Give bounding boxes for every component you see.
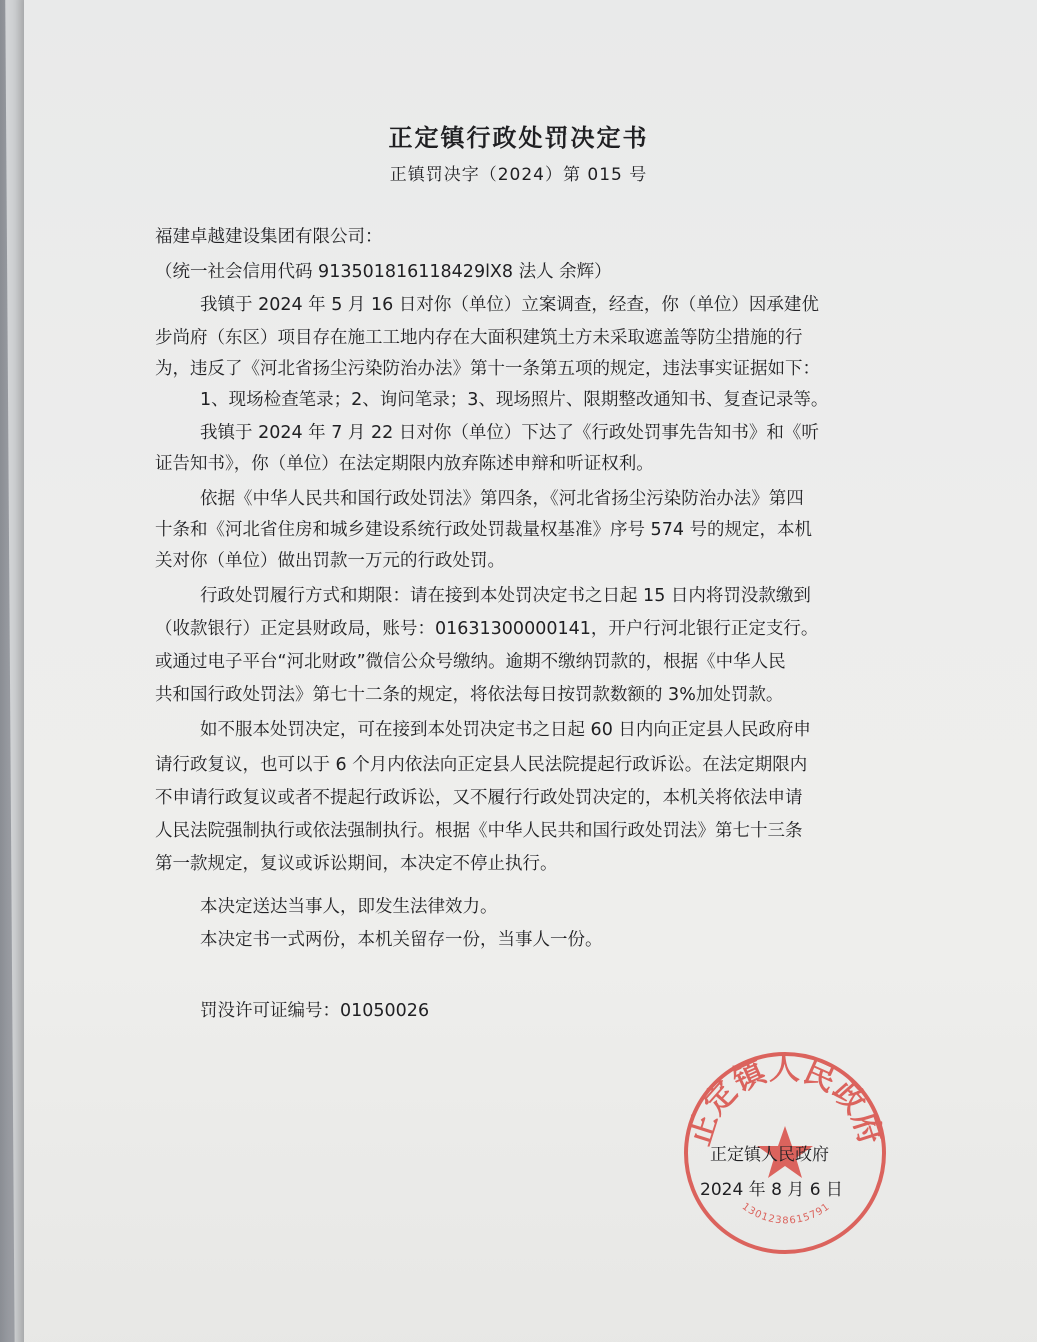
license-number: 罚没许可证编号：01050026 xyxy=(200,1001,430,1021)
body-line: 人民法院强制执行或依法强制执行。根据《中华人民共和国行政处罚法》第七十三条 xyxy=(155,821,803,841)
document-title: 正定镇行政处罚决定书 xyxy=(388,124,649,152)
body-line: 本决定送达当事人，即发生法律效力。 xyxy=(200,897,498,917)
seal-code: 1301238615791 xyxy=(739,1201,833,1227)
body-line: 我镇于 2024 年 5 月 16 日对你（单位）立案调查，经查，你（单位）因承建优 xyxy=(200,295,819,315)
issuing-authority: 正定镇人民政府 xyxy=(710,1145,829,1165)
body-line: 不申请行政复议或者不提起行政诉讼，又不履行行政处罚决定的，本机关将依法申请 xyxy=(155,788,803,808)
body-line: 或通过电子平台“河北财政”微信公众号缴纳。逾期不缴纳罚款的，根据《中华人民 xyxy=(155,652,786,672)
body-line: 依据《中华人民共和国行政处罚法》第四条，《河北省扬尘污染防治办法》第四 xyxy=(200,489,804,509)
body-line: 步尚府（东区）项目存在施工工地内存在大面积建筑土方未采取遮盖等防尘措施的行 xyxy=(155,328,803,348)
body-line: 关对你（单位）做出罚款一万元的行政处罚。 xyxy=(155,551,505,571)
body-line: 证告知书》，你（单位）在法定期限内放弃陈述申辩和听证权利。 xyxy=(155,454,654,474)
body-line: （收款银行）正定县财政局，账号：01631300000141，开户行河北银行正定支行。 xyxy=(155,619,819,639)
body-line: 行政处罚履行方式和期限：请在接到本处罚决定书之日起 15 日内将罚没款缴到 xyxy=(200,586,811,606)
seal-text: 正定镇人民政府 xyxy=(681,1050,889,1150)
recipient-line: 福建卓越建设集团有限公司： xyxy=(155,227,383,247)
issue-date: 2024 年 8 月 6 日 xyxy=(700,1180,843,1200)
body-line: 共和国行政处罚法》第七十二条的规定，将依法每日按罚款数额的 3%加处罚款。 xyxy=(155,685,784,705)
body-line: 1、现场检查笔录；2、询问笔录；3、现场照片、限期整改通知书、复查记录等。 xyxy=(200,390,829,410)
body-line: 我镇于 2024 年 7 月 22 日对你（单位）下达了《行政处罚事先告知书》和《听 xyxy=(200,423,819,443)
body-line: 第一款规定，复议或诉讼期间，本决定不停止执行。 xyxy=(155,854,558,874)
credit-code-line: （统一社会信用代码 913501816118429lX8 法人 余辉） xyxy=(155,262,612,282)
document-number: 正镇罚决字（2024）第 015 号 xyxy=(389,165,648,185)
body-line: 如不服本处罚决定，可在接到本处罚决定书之日起 60 日内向正定县人民政府申 xyxy=(200,720,811,740)
body-line: 请行政复议，也可以于 6 个月内依法向正定县人民法院提起行政诉讼。在法定期限内 xyxy=(155,755,808,775)
body-line: 为，违反了《河北省扬尘污染防治办法》第十一条第五项的规定，违法事实证据如下： xyxy=(155,359,820,379)
body-line: 本决定书一式两份，本机关留存一份，当事人一份。 xyxy=(200,930,603,950)
body-line: 十条和《河北省住房和城乡建设系统行政处罚裁量权基准》序号 574 号的规定，本机 xyxy=(155,520,813,540)
